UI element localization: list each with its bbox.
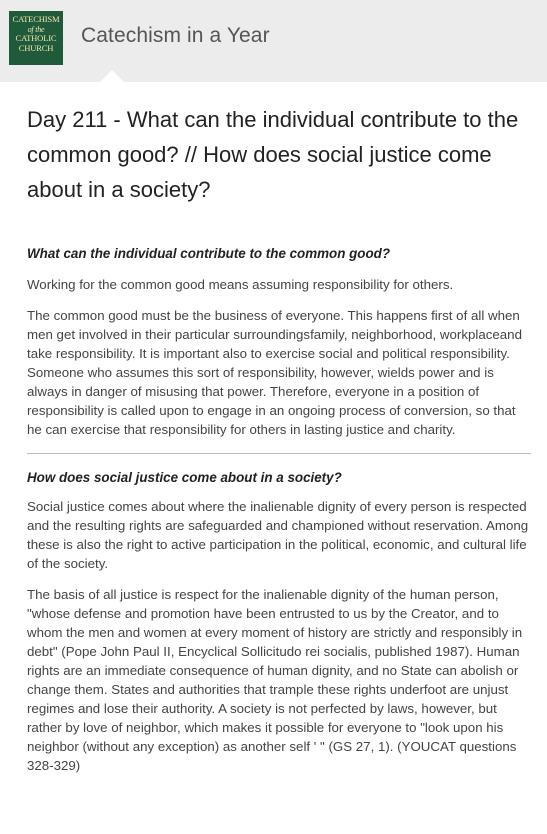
section-paragraph: Working for the common good means assuming responsibility for others. xyxy=(27,277,454,292)
section-paragraph: Social justice comes about where the inalienable dignity of every person is respected and the resulting rights are safeguarded and championed without reservation. Among these is also the right to active participation in the political, economic, and cultural life of the society. xyxy=(27,499,529,571)
section-paragraph: The common good must be the business of everyone. This happens first of all when men get involved in their particular surroundingsfamily, neighborhood, workplaceand take responsibility. It is important also to exercise social and political responsibility. Someone who assumes this sort of responsibility, however, wields power and is always in danger of misusing that power. Therefore, everyone in a position of responsibility is called upon to engage in an ongoing process of conversion, so that he can exercise that responsibility for others in lasting justice and charity. xyxy=(27,308,522,437)
logo-line-1: CATECHISM xyxy=(12,14,60,24)
logo-line-2: of the xyxy=(27,24,45,34)
logo-line-4: CHURCH xyxy=(18,42,54,53)
app-header xyxy=(0,0,547,82)
section-paragraph: The basis of all justice is respect for the inalienable dignity of the human person, "whose defense and promotion have been entrusted to us by the Creator, and to whom the men and women at every moment of history are strictly and responsibly in debt" (Pope John Paul II, Encyclical Sollicitudo rei socialis, published 1987). Human rights are an immediate consequence of human dignity, and no State can abolish or change them. States and authorities that trample these rights underfoot are unjust regimes and lose their authority. A society is not perfected by laws, however, but rather by love of neighbor, which makes it possible for everyone to "look upon his neighbor (without any exception) as another self ' " (GS 27, 1). (YOUCAT questions 328-329) xyxy=(27,587,523,773)
article-content xyxy=(27,82,533,775)
app-title: Catechism in a Year xyxy=(81,24,270,47)
section-divider xyxy=(27,453,531,454)
section-question: How does social justice come about in a society? xyxy=(27,470,342,485)
section-question: What can the individual contribute to the common good? xyxy=(27,246,391,261)
header-pointer xyxy=(100,70,124,82)
page-title: Day 211 - What can the individual contribute to the common good? // How does social justice come about in a society? xyxy=(27,107,519,202)
logo-line-3: CATHOLIC xyxy=(15,33,57,44)
catechism-logo[interactable] xyxy=(9,11,63,65)
